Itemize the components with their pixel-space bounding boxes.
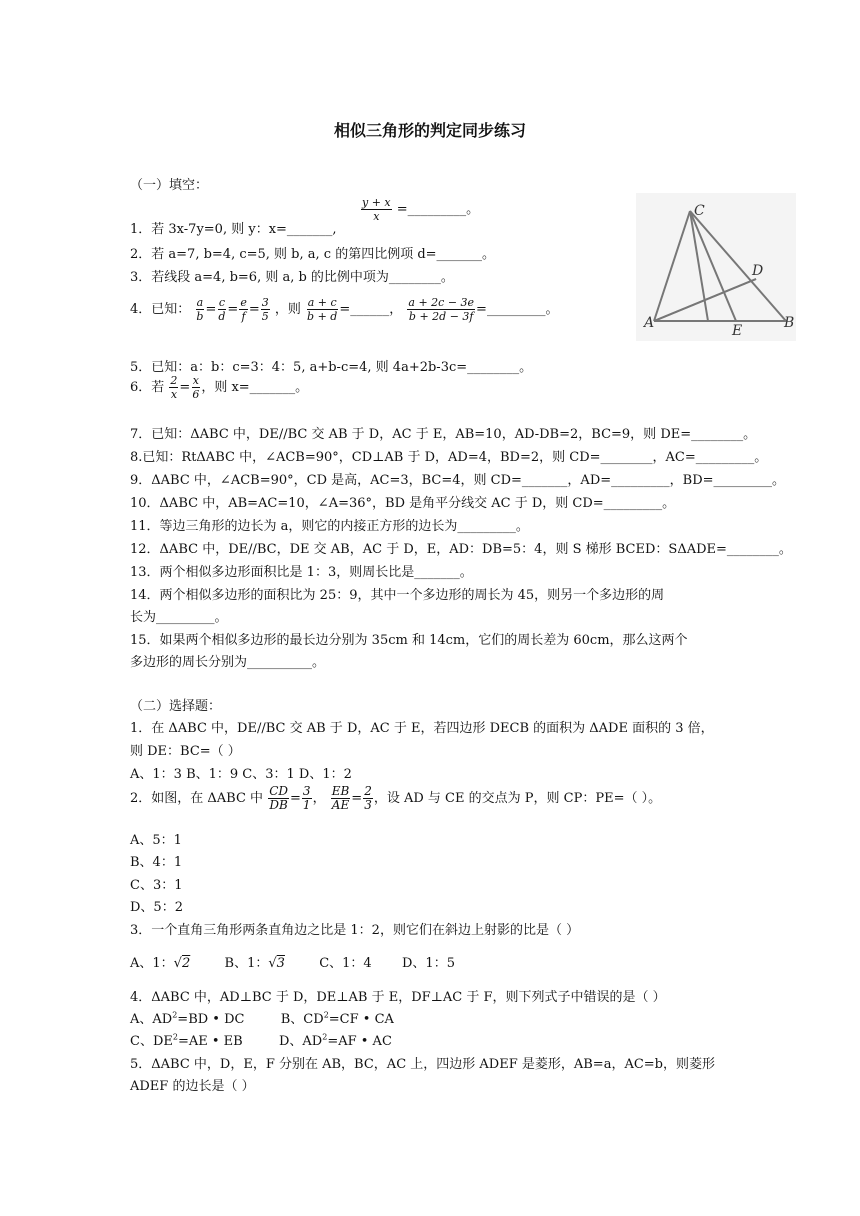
question-14-line2: 长为_________。 (130, 610, 228, 625)
q1-fraction (360, 196, 479, 223)
c4-d1: D、AD (279, 1034, 323, 1049)
choice-1-line1: 1．在 ΔABC 中，DE//BC 交 AB 于 D，AC 于 E，若四边形 DECB 的面积为 ΔADE 面积的 3 倍， (130, 721, 714, 736)
q1-suffix: =_________。 (396, 202, 480, 217)
c3-root-b: 3 (276, 956, 285, 971)
q4-f3-den: f (241, 310, 246, 323)
q6-f1-num: 2 (170, 374, 178, 387)
q1-frac-num: y + x (362, 196, 391, 209)
question-13: 13．两个相似多边形面积比是 1：3，则周长比是_______。 (130, 565, 473, 580)
c3-opt-c: C、1：4 (319, 956, 372, 971)
triangle-figure (636, 193, 796, 341)
q4-mid: ，则 (274, 302, 301, 317)
choice-2-option-a: A、5：1 (130, 833, 182, 848)
c2-f1-den: DB (269, 798, 288, 812)
c4-a1: A、AD (130, 1012, 173, 1027)
choice-5-line1: 5．ΔABC 中，D，E，F 分别在 AB，BC，AC 上，四边形 ADEF 是菱形，AB=a，AC=b，则菱形 (130, 1057, 715, 1072)
question-15-line2: 多边形的周长分别为__________。 (130, 655, 326, 670)
c2-f2-den: 1 (302, 798, 311, 812)
sqrt-icon: √ (173, 956, 182, 971)
choice-2-option-d: D、5：2 (130, 900, 183, 915)
q4-f6-den: b + 2d − 3f (408, 310, 474, 323)
question-3: 3．若线段 a=4, b=6, 则 a, b 的比例中项为________。 (130, 270, 454, 285)
c4-c1: C、DE (130, 1034, 173, 1049)
q4-f6-num: a + 2c − 3e (408, 296, 475, 309)
choice-2-option-b: B、4：1 (130, 855, 183, 870)
c2-suffix: ，设 AD 与 CE 的交点为 P，则 CP：PE=（ ）。 (373, 791, 662, 806)
choice-2-option-c: C、3：1 (130, 878, 183, 893)
vertex-label-a: A (644, 315, 655, 331)
question-5: 5．已知：a：b：c=3：4：5, a+b-c=4, 则 4a+2b-3c=________。 (130, 360, 533, 375)
q4-f5-num: a + c (307, 296, 337, 309)
vertex-label-b: B (784, 315, 795, 331)
question-11: 11．等边三角形的边长为 a，则它的内接正方形的边长为_________。 (130, 519, 529, 534)
vertex-label-e: E (732, 323, 743, 339)
choice-4: 4．ΔABC 中，AD⊥BC 于 D，DE⊥AB 于 E，DF⊥AC 于 F，则下列式子中错误的是（ ） (130, 990, 666, 1005)
choice-4-options-ab (130, 1008, 394, 1027)
q4-suffix: =_________。 (476, 302, 559, 317)
vertex-label-c: C (694, 203, 705, 219)
c2-f3-num: EB (331, 784, 350, 798)
question-4: 4．已知： $\frac{a}{b}$ = $\frac{c}{d}$ = $\frac{e}{f}$ = $\frac{3}{5}$ ，则 $\frac{a + c}{b + d}$ =______， $\frac{a + 2c - 3e}{b + 2d - 3f}$ =_________。 (130, 296, 559, 323)
section-fill-in-heading: （一）填空： (130, 178, 209, 193)
q6-f2-num: x (192, 374, 199, 387)
q1-text: 1．若 3x-7y=0, 则 y：x=_______, (130, 222, 337, 237)
question-15-line1: 15．如果两个相似多边形的最长边分别为 35cm 和 14cm，它们的周长差为 60cm，那么这两个 (130, 633, 688, 648)
c3-root-a: 2 (181, 956, 191, 971)
c4-d-sup: 2 (322, 1032, 328, 1042)
question-12: 12．ΔABC 中，DE//BC，DE 交 AB，AC 于 D，E，AD：DB=5：4，则 S 梯形 BCED：SΔADE=________。 (130, 542, 792, 557)
question-6: 6．若 $\frac{2}{x}$ = $\frac{x}{6}$ ，则 x=_______。 (130, 374, 309, 401)
choice-3: 3．一个直角三角形两条直角边之比是 1：2，则它们在斜边上射影的比是（ ） (130, 923, 580, 938)
c2-f1-num: CD (269, 784, 289, 798)
q4-f1-den: b (196, 310, 204, 323)
choice-2: 2．如图，在 ΔABC 中 $\frac{CD}{DB}$ = $\frac{3}{1}$ ， $\frac{EB}{AE}$ = $\frac{2}{3}$ ，设 AD 与 CE 的交点为 P，则 CP：PE=（ ）。 (130, 784, 662, 812)
c4-b1: B、CD (280, 1012, 324, 1027)
c2-f3-den: AE (331, 798, 350, 812)
choice-1-line2: 则 DE：BC=（ ） (130, 744, 241, 759)
q4-f2-den: d (218, 310, 226, 323)
q4-f2-num: c (218, 296, 225, 309)
q6-suffix: ，则 x=_______。 (201, 380, 309, 395)
c4-a2: =BD • DC (177, 1012, 245, 1027)
c4-b2: =CF • CA (328, 1012, 394, 1027)
question-9: 9．ΔABC 中，∠ACB=90°，CD 是高，AC=3，BC=4，则 CD=_______，AD=_________，BD=_________。 (130, 473, 786, 488)
q4-prefix: 4．已知： (130, 302, 191, 317)
q4-mid2: =______， (339, 302, 403, 317)
q4-f5-den: b + d (307, 310, 338, 323)
c4-c-sup: 2 (172, 1032, 178, 1042)
question-10: 10．ΔABC 中，AB=AC=10，∠A=36°，BD 是角平分线交 AC 于 D，则 CD=_________。 (130, 496, 676, 511)
c2-mid: ， (312, 791, 326, 806)
choice-1-options: A、1：3 B、1：9 C、3：1 D、1：2 (130, 767, 352, 782)
vertex-label-d: D (752, 263, 764, 279)
q4-f1-num: a (196, 296, 204, 309)
c2-prefix: 2．如图，在 ΔABC 中 (130, 791, 264, 806)
q6-prefix: 6．若 (130, 380, 165, 395)
c4-c2: =AE • EB (177, 1034, 243, 1049)
choice-4-options-cd (130, 1030, 392, 1049)
c3-opt-a: A、1： (130, 956, 174, 971)
q6-f1-den: x (170, 388, 178, 401)
c4-d2: =AF • AC (327, 1034, 392, 1049)
c2-f2-num: 3 (302, 784, 311, 798)
q4-f3-num: e (240, 296, 247, 309)
section-choice-heading: （二）选择题： (130, 699, 222, 714)
question-2: 2．若 a=7, b=4, c=5, 则 b, a, c 的第四比例项 d=_______。 (130, 247, 496, 262)
question-1 (130, 218, 337, 237)
question-7: 7．已知：ΔABC 中，DE//BC 交 AB 于 D，AC 于 E，AB=10，AD-DB=2，BC=9，则 DE=________。 (130, 427, 757, 442)
choice-3-options (130, 952, 455, 971)
c3-opt-b: B、1： (224, 956, 269, 971)
c4-b-sup: 2 (323, 1010, 329, 1020)
c2-f4-den: 3 (364, 798, 372, 812)
c2-f4-num: 2 (364, 784, 372, 798)
c4-a-sup: 2 (172, 1010, 178, 1020)
question-14-line1: 14．两个相似多边形的面积比为 25：9，其中一个多边形的周长为 45，则另一个多边形的周 (130, 588, 665, 603)
choice-5-line2: ADEF 的边长是（ ） (130, 1079, 255, 1094)
question-8: 8.已知：RtΔABC 中，∠ACB=90°，CD⊥AB 于 D，AD=4，BD=2，则 CD=________，AC=_________。 (130, 450, 768, 465)
q6-f2-den: 6 (192, 388, 200, 401)
page-title: 相似三角形的判定同步练习 (333, 121, 526, 140)
q4-f4-num: 3 (261, 296, 269, 309)
q4-f4-den: 5 (261, 310, 269, 323)
sqrt-icon: √ (268, 956, 277, 971)
c3-opt-d: D、1：5 (402, 956, 455, 971)
q1-frac-den: x (373, 210, 380, 223)
